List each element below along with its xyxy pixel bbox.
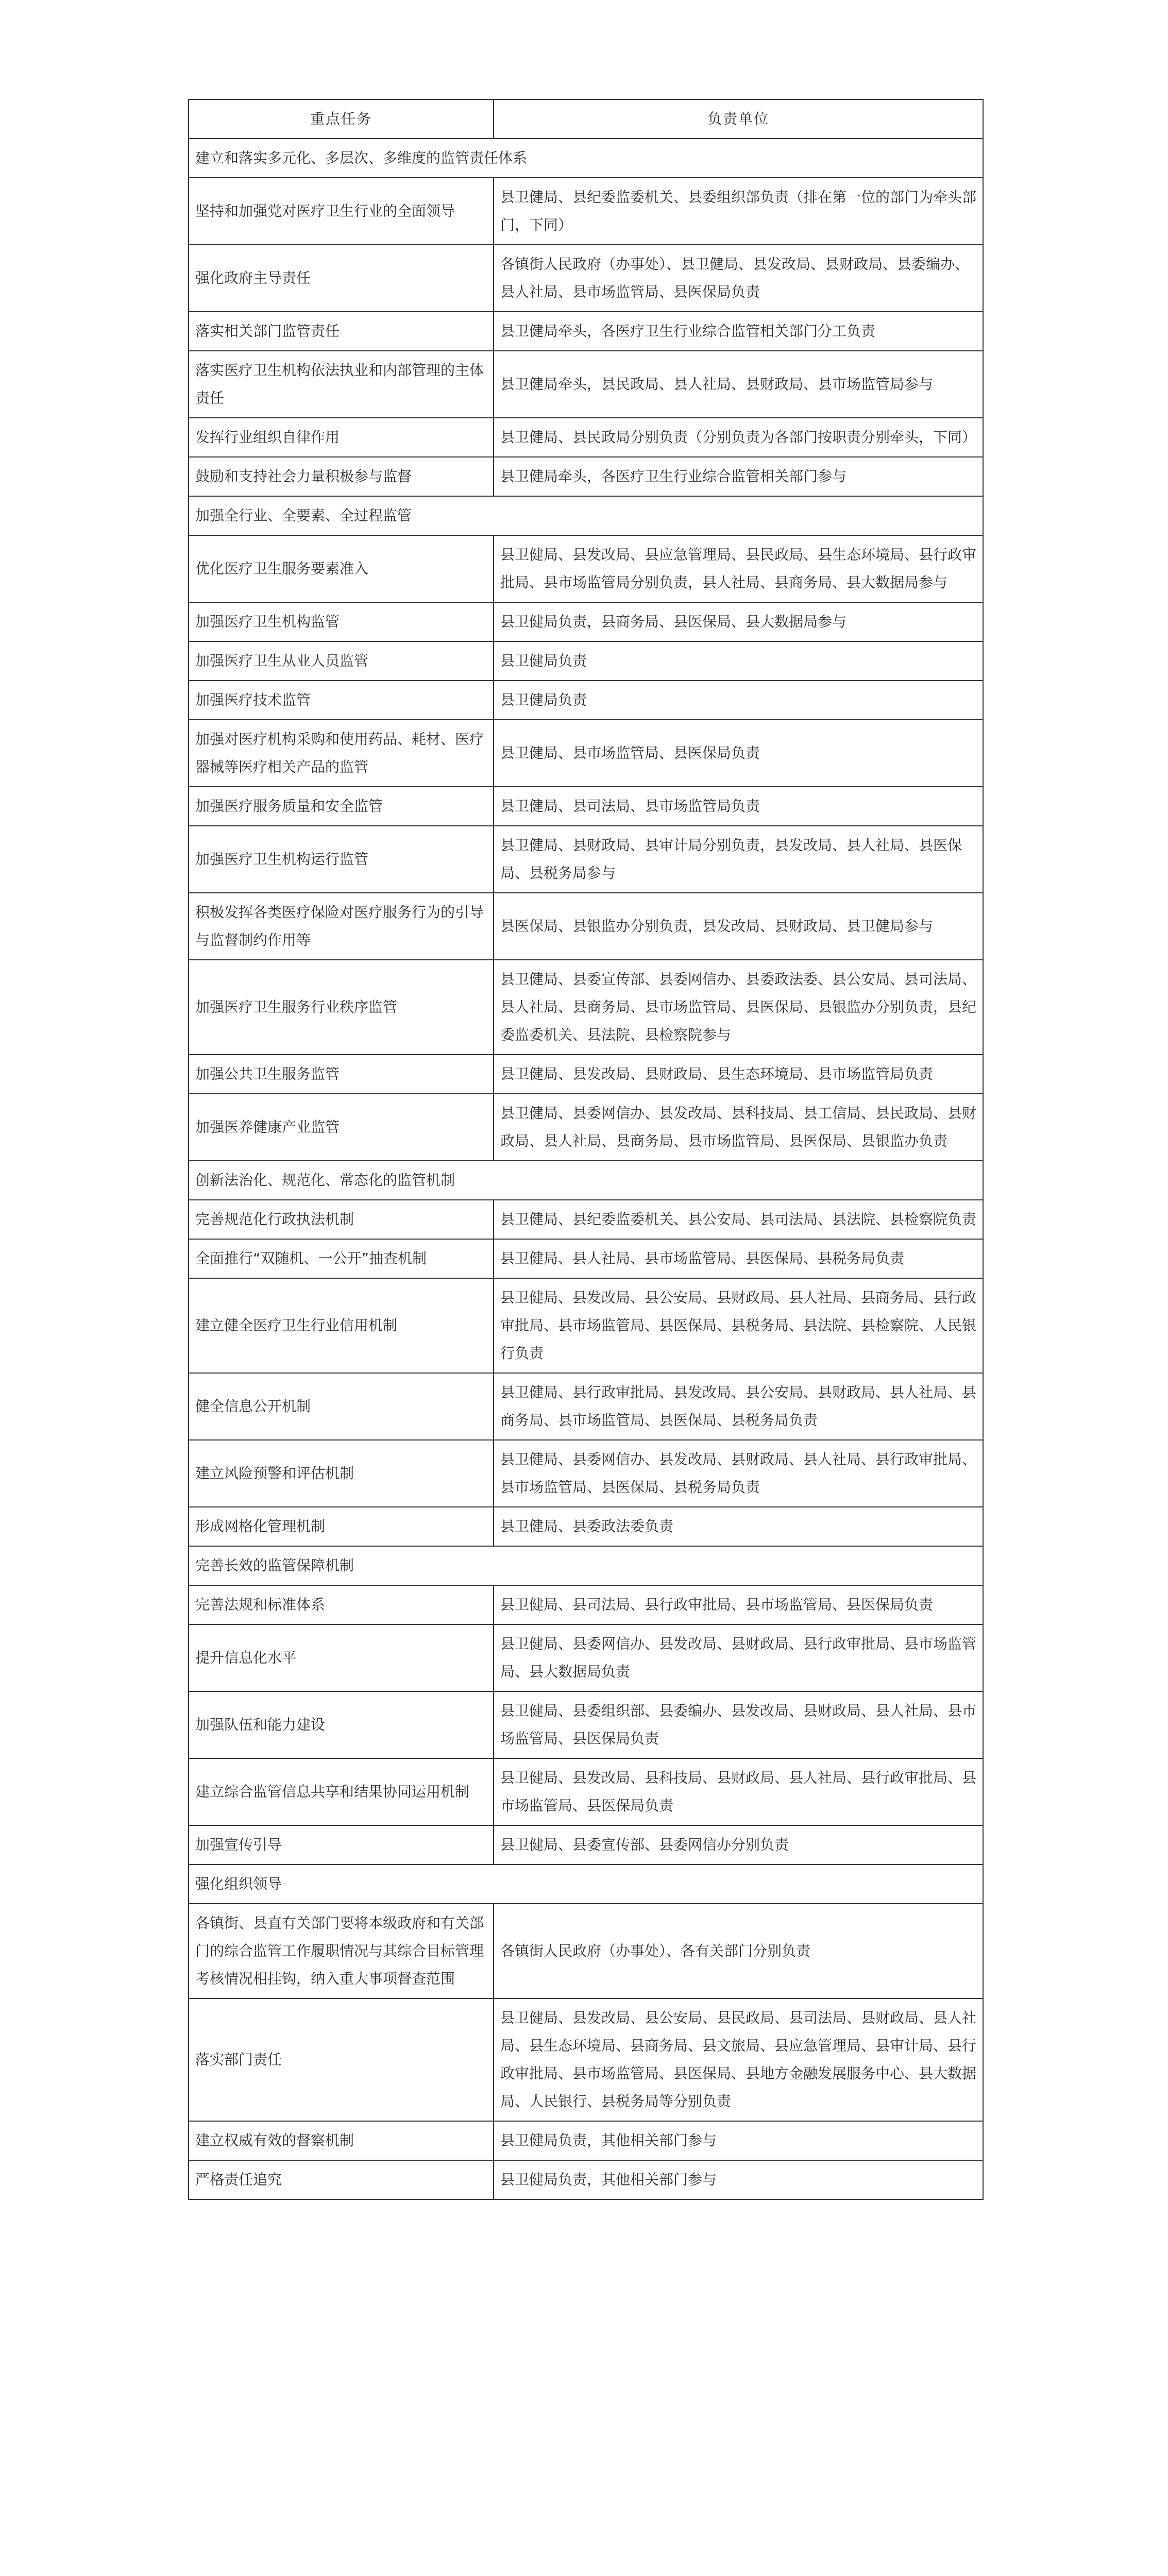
- table-row: [189, 1278, 983, 1373]
- units-cell: 县卫健局负责，其他相关部门参与: [494, 2121, 983, 2160]
- table-row: [189, 1998, 983, 2121]
- table-row: [189, 1507, 983, 1546]
- units-cell: 县卫健局、县委宣传部、县委网信办、县委政法委、县公安局、县司法局、县人社局、县商务局、县市场监管局、县医保局、县银监办分别负责，县纪委监委机关、县法院、县检察院参与: [494, 960, 983, 1055]
- units-cell: 县卫健局负责，其他相关部门参与: [494, 2160, 983, 2199]
- task-cell: 加强公共卫生服务监管: [189, 1055, 494, 1094]
- task-cell: 提升信息化水平: [189, 1624, 494, 1691]
- units-cell: 县卫健局、县委网信办、县发改局、县科技局、县工信局、县民政局、县财政局、县人社局、县商务局、县市场监管局、县医保局、县银监办负责: [494, 1094, 983, 1161]
- section-title: 建立和落实多元化、多层次、多维度的监管责任体系: [189, 139, 983, 178]
- section-row: [189, 1546, 983, 1585]
- units-cell: 县卫健局、县发改局、县公安局、县财政局、县人社局、县商务局、县行政审批局、县市场监管局、县医保局、县税务局、县法院、县检察院、人民银行负责: [494, 1278, 983, 1373]
- table-row: [189, 1904, 983, 1998]
- task-responsibility-table: [188, 99, 984, 2200]
- units-cell: 县卫健局、县发改局、县应急管理局、县民政局、县生态环境局、县行政审批局、县市场监管局分别负责，县人社局、县商务局、县大数据局参与: [494, 535, 983, 602]
- section-row: [189, 496, 983, 535]
- table-row: [189, 312, 983, 351]
- task-cell: 加强医疗卫生服务行业秩序监管: [189, 960, 494, 1055]
- task-cell: 强化政府主导责任: [189, 245, 494, 312]
- task-cell: 坚持和加强党对医疗卫生行业的全面领导: [189, 178, 494, 245]
- units-cell: 县卫健局、县人社局、县市场监管局、县医保局、县税务局负责: [494, 1239, 983, 1278]
- units-cell: 县卫健局、县发改局、县公安局、县民政局、县司法局、县财政局、县人社局、县生态环境局、县商务局、县文旅局、县应急管理局、县审计局、县行政审批局、县市场监管局、县医保局、县地方金融发展服务中心、县大数据局、人民银行、县税务局等分别负责: [494, 1998, 983, 2121]
- table-row: [189, 1440, 983, 1507]
- task-cell: 加强医疗卫生机构运行监管: [189, 826, 494, 893]
- section-row: [189, 139, 983, 178]
- units-cell: 县卫健局、县委政法委负责: [494, 1507, 983, 1546]
- units-cell: 县卫健局、县财政局、县审计局分别负责，县发改局、县人社局、县医保局、县税务局参与: [494, 826, 983, 893]
- units-cell: 各镇街人民政府（办事处）、县卫健局、县发改局、县财政局、县委编办、县人社局、县市场监管局、县医保局负责: [494, 245, 983, 312]
- table-row: [189, 893, 983, 960]
- task-cell: 加强对医疗机构采购和使用药品、耗材、医疗器械等医疗相关产品的监管: [189, 720, 494, 787]
- units-cell: 县卫健局、县发改局、县财政局、县生态环境局、县市场监管局负责: [494, 1055, 983, 1094]
- units-cell: 各镇街人民政府（办事处）、各有关部门分别负责: [494, 1904, 983, 1998]
- header-units: 负责单位: [494, 99, 983, 139]
- task-cell: 建立风险预警和评估机制: [189, 1440, 494, 1507]
- units-cell: 县卫健局、县委网信办、县发改局、县财政局、县行政审批局、县市场监管局、县大数据局负责: [494, 1624, 983, 1691]
- units-cell: 县卫健局、县纪委监委机关、县委组织部负责（排在第一位的部门为牵头部门，下同）: [494, 178, 983, 245]
- task-cell: 加强医疗卫生从业人员监管: [189, 641, 494, 681]
- table-row: [189, 1239, 983, 1278]
- units-cell: 县医保局、县银监办分别负责，县发改局、县财政局、县卫健局参与: [494, 893, 983, 960]
- task-cell: 完善规范化行政执法机制: [189, 1200, 494, 1239]
- table-row: [189, 1094, 983, 1161]
- units-cell: 县卫健局、县司法局、县市场监管局负责: [494, 787, 983, 826]
- table-row: [189, 2121, 983, 2160]
- table-row: [189, 602, 983, 641]
- task-cell: 加强队伍和能力建设: [189, 1691, 494, 1758]
- task-cell: 鼓励和支持社会力量积极参与监督: [189, 457, 494, 496]
- task-cell: 积极发挥各类医疗保险对医疗服务行为的引导与监督制约作用等: [189, 893, 494, 960]
- table-row: [189, 1624, 983, 1691]
- units-cell: 县卫健局牵头，县民政局、县人社局、县财政局、县市场监管局参与: [494, 351, 983, 418]
- task-cell: 落实相关部门监管责任: [189, 312, 494, 351]
- table-row: [189, 681, 983, 720]
- task-cell: 形成网格化管理机制: [189, 1507, 494, 1546]
- section-row: [189, 1161, 983, 1200]
- units-cell: 县卫健局、县行政审批局、县发改局、县公安局、县财政局、县人社局、县商务局、县市场监管局、县医保局、县税务局负责: [494, 1373, 983, 1440]
- table-body: [189, 139, 983, 2199]
- units-cell: 县卫健局、县民政局分别负责（分别负责为各部门按职责分别牵头，下同）: [494, 418, 983, 457]
- section-title: 强化组织领导: [189, 1865, 983, 1904]
- section-title: 加强全行业、全要素、全过程监管: [189, 496, 983, 535]
- table-row: [189, 535, 983, 602]
- table-row: [189, 178, 983, 245]
- table-row: [189, 960, 983, 1055]
- units-cell: 县卫健局、县发改局、县科技局、县财政局、县人社局、县行政审批局、县市场监管局、县医保局负责: [494, 1758, 983, 1825]
- table-row: [189, 826, 983, 893]
- task-cell: 健全信息公开机制: [189, 1373, 494, 1440]
- table-row: [189, 457, 983, 496]
- section-title: 完善长效的监管保障机制: [189, 1546, 983, 1585]
- task-cell: 加强医养健康产业监管: [189, 1094, 494, 1161]
- task-cell: 各镇街、县直有关部门要将本级政府和有关部门的综合监管工作履职情况与其综合目标管理考核情况相挂钩，纳入重大事项督查范围: [189, 1904, 494, 1998]
- task-cell: 落实医疗卫生机构依法执业和内部管理的主体责任: [189, 351, 494, 418]
- table-row: [189, 418, 983, 457]
- header-task: 重点任务: [189, 99, 494, 139]
- units-cell: 县卫健局、县委宣传部、县委网信办分别负责: [494, 1825, 983, 1865]
- section-row: [189, 1865, 983, 1904]
- task-cell: 优化医疗卫生服务要素准入: [189, 535, 494, 602]
- table-row: [189, 641, 983, 681]
- task-cell: 加强医疗技术监管: [189, 681, 494, 720]
- table-row: [189, 245, 983, 312]
- task-cell: 发挥行业组织自律作用: [189, 418, 494, 457]
- section-title: 创新法治化、规范化、常态化的监管机制: [189, 1161, 983, 1200]
- units-cell: 县卫健局、县委组织部、县委编办、县发改局、县财政局、县人社局、县市场监管局、县医保局负责: [494, 1691, 983, 1758]
- units-cell: 县卫健局、县委网信办、县发改局、县财政局、县人社局、县行政审批局、县市场监管局、县医保局、县税务局负责: [494, 1440, 983, 1507]
- table-row: [189, 1691, 983, 1758]
- table-row: [189, 787, 983, 826]
- units-cell: 县卫健局牵头，各医疗卫生行业综合监管相关部门分工负责: [494, 312, 983, 351]
- table-row: [189, 1585, 983, 1624]
- table-row: [189, 351, 983, 418]
- units-cell: 县卫健局牵头，各医疗卫生行业综合监管相关部门参与: [494, 457, 983, 496]
- table-header-row: [189, 99, 983, 139]
- task-cell: 建立权威有效的督察机制: [189, 2121, 494, 2160]
- task-cell: 建立综合监管信息共享和结果协同运用机制: [189, 1758, 494, 1825]
- table-row: [189, 1200, 983, 1239]
- units-cell: 县卫健局、县司法局、县行政审批局、县市场监管局、县医保局负责: [494, 1585, 983, 1624]
- table-row: [189, 1825, 983, 1865]
- units-cell: 县卫健局负责: [494, 641, 983, 681]
- task-cell: 严格责任追究: [189, 2160, 494, 2199]
- units-cell: 县卫健局、县纪委监委机关、县公安局、县司法局、县法院、县检察院负责: [494, 1200, 983, 1239]
- task-cell: 加强宣传引导: [189, 1825, 494, 1865]
- task-cell: 落实部门责任: [189, 1998, 494, 2121]
- task-cell: 加强医疗卫生机构监管: [189, 602, 494, 641]
- units-cell: 县卫健局、县市场监管局、县医保局负责: [494, 720, 983, 787]
- task-cell: 建立健全医疗卫生行业信用机制: [189, 1278, 494, 1373]
- table-row: [189, 1055, 983, 1094]
- table-row: [189, 720, 983, 787]
- task-cell: 完善法规和标准体系: [189, 1585, 494, 1624]
- units-cell: 县卫健局负责，县商务局、县医保局、县大数据局参与: [494, 602, 983, 641]
- task-cell: 加强医疗服务质量和安全监管: [189, 787, 494, 826]
- task-cell: 全面推行“双随机、一公开”抽查机制: [189, 1239, 494, 1278]
- table-row: [189, 2160, 983, 2199]
- table-row: [189, 1373, 983, 1440]
- units-cell: 县卫健局负责: [494, 681, 983, 720]
- table-row: [189, 1758, 983, 1825]
